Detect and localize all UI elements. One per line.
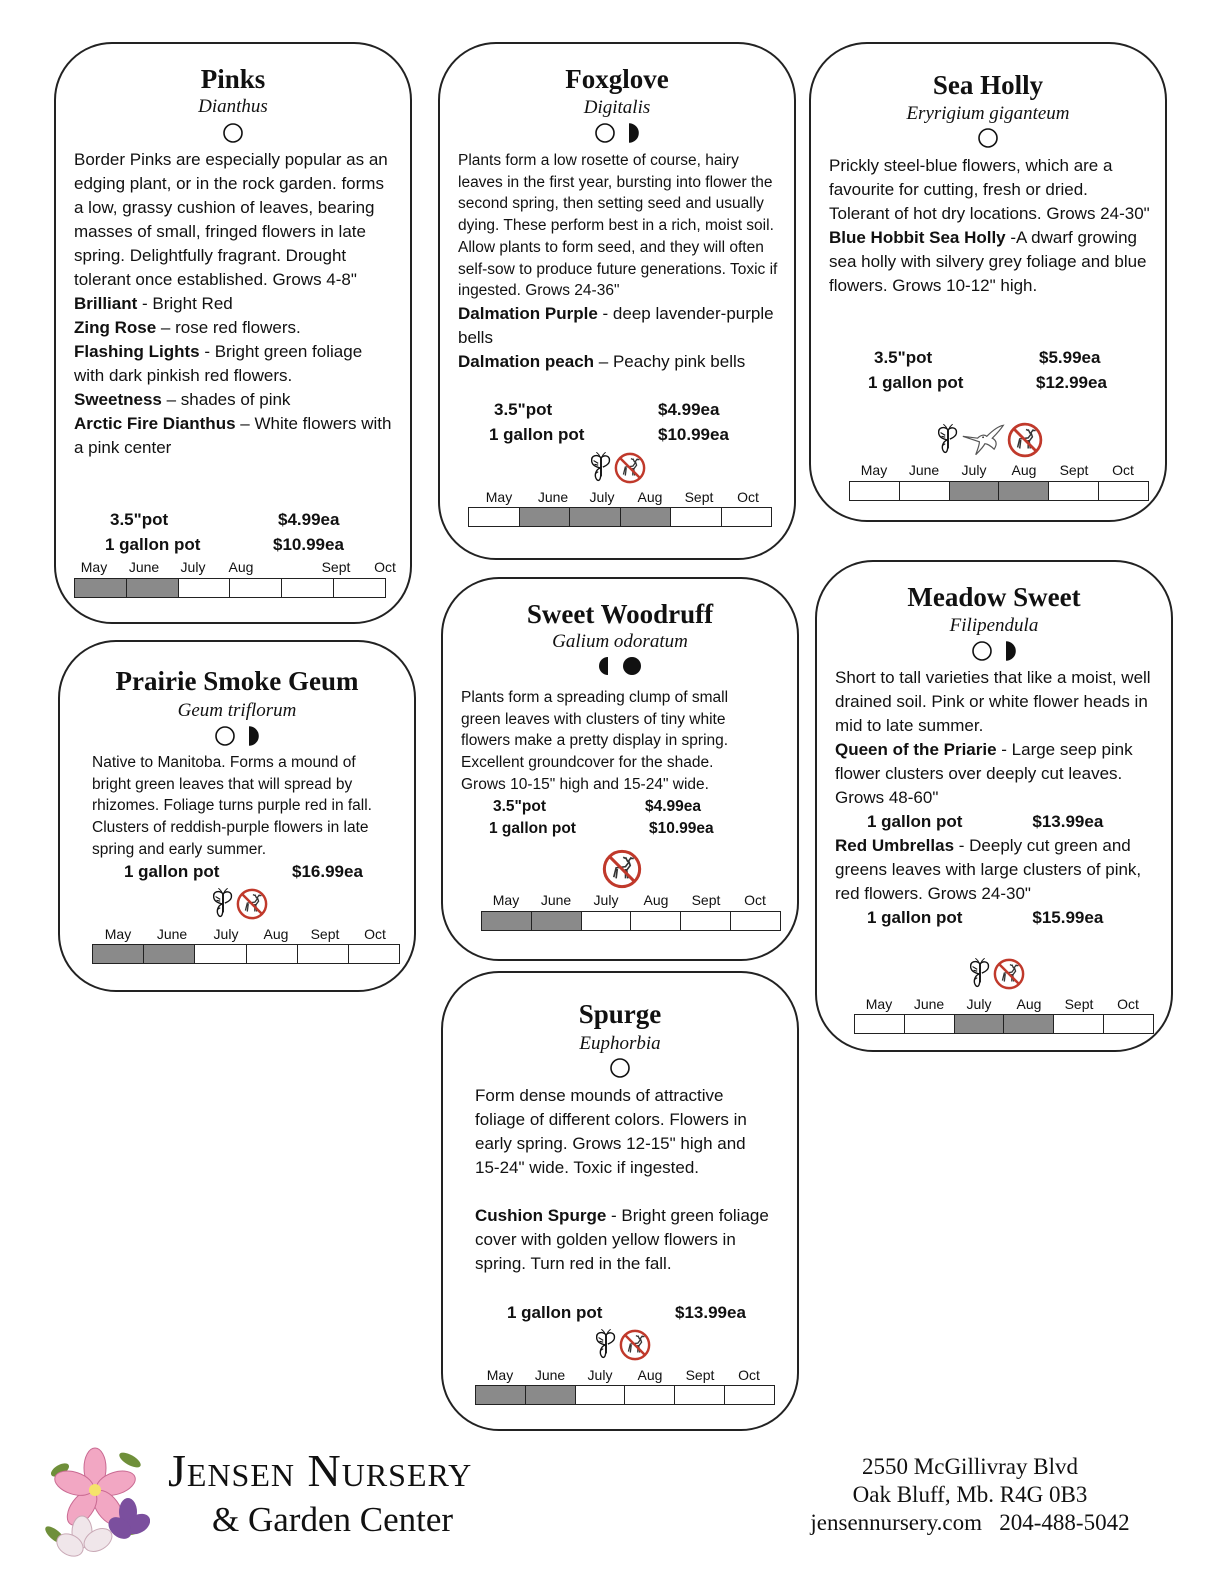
plant-description [475, 1084, 773, 1276]
bloom-bar [481, 911, 781, 931]
description-text: Border Pinks are especially popular as an edging plant, or in the rock garden. forms a low, grassy cushion of leaves, bearing masses of small, fringed flowers in late spring. Delightfully fragrant. Drought tolerant once established. Grows 4-8" [74, 150, 388, 289]
plant-description [92, 752, 392, 861]
plant-title: Meadow Sweet [907, 582, 1081, 612]
variety-item [74, 292, 394, 316]
description-text: Plants form a low rosette of course, hairy leaves in the first year, bursting into flower the second spring, then setting seed and usually dying. These perform best in a rich, moist soil. Allow plants to form seed, and they will often self-sow to produce future generations. Toxic if ingested. Grows 24-36" [458, 152, 778, 300]
plant-latin-name: Galium odoratum [552, 631, 688, 652]
plant-latin-name: Dianthus [198, 96, 268, 117]
sun-exposure [817, 640, 1171, 662]
variety-name: Dalmation peach [458, 351, 595, 371]
month-label: Sept [310, 926, 340, 942]
half-circle-icon [618, 122, 640, 144]
bloom-cell-may [482, 912, 532, 930]
bloom-cell-may [476, 1386, 526, 1404]
bloom-cell-june [127, 579, 179, 597]
sun-exposure [60, 725, 414, 747]
variety-name: Red Umbrellas [835, 836, 955, 855]
bloom-cell-sept [1049, 482, 1099, 500]
bloom-cell-sept [298, 945, 349, 963]
variety-name: Sweetness [74, 390, 162, 409]
month-label: May [492, 892, 520, 908]
bloom-cell-july [950, 482, 1000, 500]
bloom-cell-july [576, 1386, 626, 1404]
empty-circle-icon [977, 127, 999, 149]
bloom-cell-june [526, 1386, 576, 1404]
month-label: Aug [228, 559, 254, 575]
bloom-cell-sept [282, 579, 334, 597]
nursery-subtitle: & Garden Center [212, 1500, 454, 1539]
no-deer-icon [236, 888, 268, 920]
month-label: Oct [364, 926, 386, 942]
description-text: Form dense mounds of attractive foliage of different colors. Flowers in early spring. Grows 12-15" high and 15-24" wide. Toxic if ingested. [475, 1086, 747, 1177]
bloom-cell-oct [725, 1386, 774, 1404]
variety-item [835, 834, 1157, 906]
variety-text: - Bright green foliage cover with golden yellow flowers in spring. Turn red in the fall. [475, 1206, 769, 1273]
half-circle-icon [238, 725, 260, 747]
plant-card-meadow-sweet [815, 560, 1173, 1052]
filled-circle-icon [621, 655, 643, 677]
bloom-bar [74, 578, 386, 598]
bloom-months [854, 996, 1154, 1012]
variety-name: Zing Rose [74, 318, 157, 337]
bloom-cell-may [75, 579, 127, 597]
variety-text: – Peachy pink bells [594, 351, 746, 371]
plant-title: Pinks [200, 64, 266, 94]
bloom-cell-july [179, 579, 231, 597]
bloom-cell-aug [999, 482, 1049, 500]
month-label: Sept [1064, 996, 1094, 1012]
pot-size: 3.5"pot [874, 348, 933, 367]
month-label: June [908, 462, 940, 478]
attracts-icons [967, 958, 1025, 992]
month-label: June [913, 996, 945, 1012]
plant-description [829, 154, 1151, 298]
bloom-months [475, 1367, 775, 1383]
bloom-cell-oct [1099, 482, 1148, 500]
empty-circle-icon [609, 1057, 631, 1079]
variety-text: - deep lavender-purple bells [458, 303, 774, 347]
butterfly-icon [935, 423, 961, 457]
month-label: May [104, 926, 132, 942]
bloom-cell-oct [731, 912, 780, 930]
butterfly-icon [210, 888, 236, 920]
pot-price: $10.99ea [649, 820, 714, 837]
plant-latin-name: Digitalis [583, 97, 651, 118]
hummingbird-icon [961, 423, 1007, 457]
plant-card-prairie-smoke-geum [58, 640, 416, 992]
month-label: June [540, 892, 572, 908]
pot-price: $16.99ea [292, 862, 363, 881]
month-label: June [537, 489, 569, 505]
pot-price: $10.99ea [273, 535, 344, 554]
price-row [835, 810, 1157, 834]
attracts-icons [588, 452, 646, 486]
variety-text: – shades of pink [161, 390, 291, 409]
plant-description [74, 148, 394, 460]
plant-title: Prairie Smoke Geum [115, 666, 359, 696]
month-label: Sept [685, 1367, 715, 1383]
sun-exposure [440, 122, 794, 144]
month-label: May [486, 1367, 514, 1383]
month-label: May [860, 462, 888, 478]
nursery-address [790, 1453, 1150, 1537]
variety-name: Brilliant [74, 294, 138, 313]
sun-exposure [811, 127, 1165, 149]
bloom-cell-aug [625, 1386, 675, 1404]
bloom-cell-sept [671, 508, 722, 526]
variety-name: Queen of the Priarie [835, 740, 997, 759]
butterfly-icon [593, 1329, 619, 1361]
plant-card-pinks [54, 42, 412, 624]
plant-latin-name: Eryrigium giganteum [906, 103, 1070, 124]
bloom-cell-sept [1054, 1015, 1104, 1033]
bloom-cell-may [93, 945, 144, 963]
pot-price: $10.99ea [658, 425, 729, 444]
plant-title: Sweet Woodruff [526, 599, 714, 629]
bloom-months [468, 489, 772, 505]
bloom-cell-june [520, 508, 571, 526]
pot-size: 3.5"pot [494, 400, 553, 419]
month-label: July [593, 892, 619, 908]
plant-latin-name: Euphorbia [579, 1033, 661, 1054]
price-row [835, 906, 1157, 930]
bloom-cell-aug [621, 508, 672, 526]
pot-size: 1 gallon pot [867, 812, 963, 831]
attracts-icons [210, 888, 268, 922]
variety-item [835, 738, 1157, 810]
month-label: Oct [738, 1367, 760, 1383]
month-label: June [156, 926, 188, 942]
variety-item [458, 350, 784, 374]
plant-description [458, 150, 784, 374]
bloom-cell-july [582, 912, 632, 930]
bloom-bar [849, 481, 1149, 501]
nursery-logo-flowers [40, 1440, 150, 1560]
no-deer-icon [619, 1329, 651, 1361]
variety-item [74, 340, 394, 388]
contact-line [790, 1509, 1150, 1537]
month-label: July [213, 926, 239, 942]
empty-circle-icon [971, 640, 993, 662]
plant-card-foxglove [438, 42, 796, 560]
website-link[interactable]: jensennursery.com [810, 1510, 982, 1535]
empty-circle-icon [222, 122, 244, 144]
pot-size: 1 gallon pot [489, 425, 585, 444]
variety-name: Flashing Lights [74, 342, 200, 361]
month-label: July [180, 559, 206, 575]
bloom-bar [468, 507, 772, 527]
attracts-icons [600, 849, 644, 883]
plant-description [461, 687, 761, 796]
bloom-cell-july [955, 1015, 1005, 1033]
bloom-bar [92, 944, 400, 964]
variety-name: Arctic Fire Dianthus [74, 414, 236, 433]
month-label: Sept [684, 489, 714, 505]
bloom-cell-aug [247, 945, 298, 963]
plant-card-spurge [441, 971, 799, 1431]
month-label: Oct [374, 559, 396, 575]
bloom-cell-may [469, 508, 520, 526]
variety-text: - Deeply cut green and greens leaves with large clusters of pink, red flowers. Grows 24-30" [835, 836, 1142, 903]
month-label: Aug [637, 1367, 663, 1383]
bloom-bar [854, 1014, 1154, 1034]
variety-name: Cushion Spurge [475, 1206, 607, 1225]
month-label: June [534, 1367, 566, 1383]
bloom-months [74, 559, 396, 575]
half-circle-icon [597, 655, 619, 677]
bloom-cell-oct [722, 508, 772, 526]
variety-text: - Bright green foliage with dark pinkish red flowers. [74, 342, 363, 385]
month-label: Aug [643, 892, 669, 908]
plant-latin-name: Filipendula [949, 615, 1039, 636]
pot-price: $4.99ea [658, 400, 720, 419]
plant-title: Spurge [578, 999, 662, 1029]
bloom-cell-oct [349, 945, 399, 963]
sun-exposure [56, 122, 410, 144]
description-text: Prickly steel-blue flowers, which are a favourite for cutting, fresh or dried. Tolerant of hot dry locations. Grows 24-30" [829, 156, 1150, 223]
month-label: July [966, 996, 992, 1012]
description-text: Short to tall varieties that like a moist, well drained soil. Pink or white flower heads in mid to late summer. [835, 668, 1151, 735]
plant-title: Foxglove [565, 64, 669, 94]
bloom-cell-june [532, 912, 582, 930]
pot-price: $12.99ea [1036, 373, 1107, 392]
month-label: Aug [1016, 996, 1042, 1012]
no-deer-icon [1007, 422, 1043, 458]
no-deer-icon [993, 958, 1025, 990]
month-label: Aug [637, 489, 663, 505]
address-line: Oak Bluff, Mb. R4G 0B3 [852, 1482, 1088, 1507]
month-label: Aug [1011, 462, 1037, 478]
butterfly-icon [588, 452, 614, 484]
month-label: Sept [1059, 462, 1089, 478]
bloom-months [92, 926, 400, 942]
month-label: Sept [691, 892, 721, 908]
sun-exposure [443, 655, 797, 677]
sun-exposure [443, 1057, 797, 1079]
month-label: Oct [1112, 462, 1134, 478]
address-line: 2550 McGillivray Blvd [862, 1454, 1078, 1479]
attracts-icons [935, 422, 1043, 456]
pot-size: 1 gallon pot [507, 1303, 603, 1322]
bloom-cell-sept [681, 912, 731, 930]
attracts-icons [593, 1329, 651, 1363]
month-label: May [80, 559, 108, 575]
pot-size: 1 gallon pot [868, 373, 964, 392]
plant-description [835, 666, 1157, 930]
bloom-cell-aug [631, 912, 681, 930]
bloom-months [849, 462, 1149, 478]
variety-item [74, 316, 394, 340]
bloom-cell-sept [675, 1386, 725, 1404]
no-deer-icon [614, 452, 646, 484]
plant-card-sweet-woodruff [441, 577, 799, 961]
month-label: July [589, 489, 615, 505]
bloom-cell-june [905, 1015, 955, 1033]
bloom-months [481, 892, 781, 908]
variety-name: Blue Hobbit Sea Holly [829, 228, 1006, 247]
variety-item [475, 1204, 773, 1276]
pot-price: $5.99ea [1039, 348, 1101, 367]
plant-latin-name: Geum triflorum [177, 700, 297, 721]
pot-size: 3.5"pot [110, 510, 169, 529]
bloom-cell-may [850, 482, 900, 500]
pot-price: $4.99ea [278, 510, 340, 529]
variety-text: - Large seep pink flower clusters over deeply cut leaves. Grows 48-60" [835, 740, 1133, 807]
variety-name: Dalmation Purple [458, 303, 598, 323]
month-label: Oct [744, 892, 766, 908]
bloom-bar [475, 1385, 775, 1405]
bloom-cell-july [195, 945, 246, 963]
bloom-cell-oct [1104, 1015, 1153, 1033]
month-label: Oct [737, 489, 759, 505]
month-label: Sept [321, 559, 351, 575]
pot-size: 1 gallon pot [124, 862, 220, 881]
description-text: Plants form a spreading clump of small green leaves with clusters of tiny white flowers make a pretty display in spring. Excellent groundcover for the shade. Grows 10-15" high and 15-24" wide. [461, 689, 729, 793]
bloom-cell-may [855, 1015, 905, 1033]
bloom-cell-oct [334, 579, 385, 597]
month-label: July [587, 1367, 613, 1383]
variety-item [74, 412, 394, 460]
bloom-cell-june [900, 482, 950, 500]
half-circle-icon [995, 640, 1017, 662]
pot-size: 1 gallon pot [105, 535, 201, 554]
empty-circle-icon [594, 122, 616, 144]
plant-title: Sea Holly [932, 70, 1044, 100]
nursery-name: Jensen Nursery [168, 1445, 473, 1496]
variety-item [74, 388, 394, 412]
month-label: July [961, 462, 987, 478]
pot-size: 3.5"pot [493, 798, 546, 815]
pot-price: $13.99ea [1032, 812, 1104, 831]
variety-item [458, 302, 784, 350]
variety-text: – White flowers with a pink center [74, 414, 392, 457]
pot-size: 1 gallon pot [489, 820, 576, 837]
variety-text: -A dwarf growing sea holly with silvery grey foliage and blue flowers. Grows 10-12" high. [829, 228, 1147, 295]
empty-circle-icon [214, 725, 236, 747]
pot-size: 1 gallon pot [867, 908, 963, 927]
variety-text: - Bright Red [137, 294, 233, 313]
month-label: Oct [1117, 996, 1139, 1012]
month-label: June [128, 559, 160, 575]
pot-price: $4.99ea [645, 798, 702, 815]
bloom-cell-aug [230, 579, 282, 597]
bloom-cell-june [144, 945, 195, 963]
butterfly-icon [967, 958, 993, 990]
month-label: May [865, 996, 893, 1012]
pot-price: $13.99ea [675, 1303, 746, 1322]
variety-item [829, 226, 1151, 298]
phone-number: 204-488-5042 [999, 1510, 1130, 1535]
description-text: Native to Manitoba. Forms a mound of bright green leaves that will spread by rhizomes. Foliage turns purple red in fall. Clusters of reddish-purple flowers in late spring and early summer. [92, 754, 372, 858]
month-label: May [485, 489, 513, 505]
variety-text: – rose red flowers. [156, 318, 301, 337]
no-deer-icon [600, 849, 644, 889]
month-label: Aug [263, 926, 289, 942]
plant-card-sea-holly [809, 42, 1167, 522]
bloom-cell-aug [1004, 1015, 1054, 1033]
pot-price: $15.99ea [1032, 908, 1104, 927]
bloom-cell-july [570, 508, 621, 526]
